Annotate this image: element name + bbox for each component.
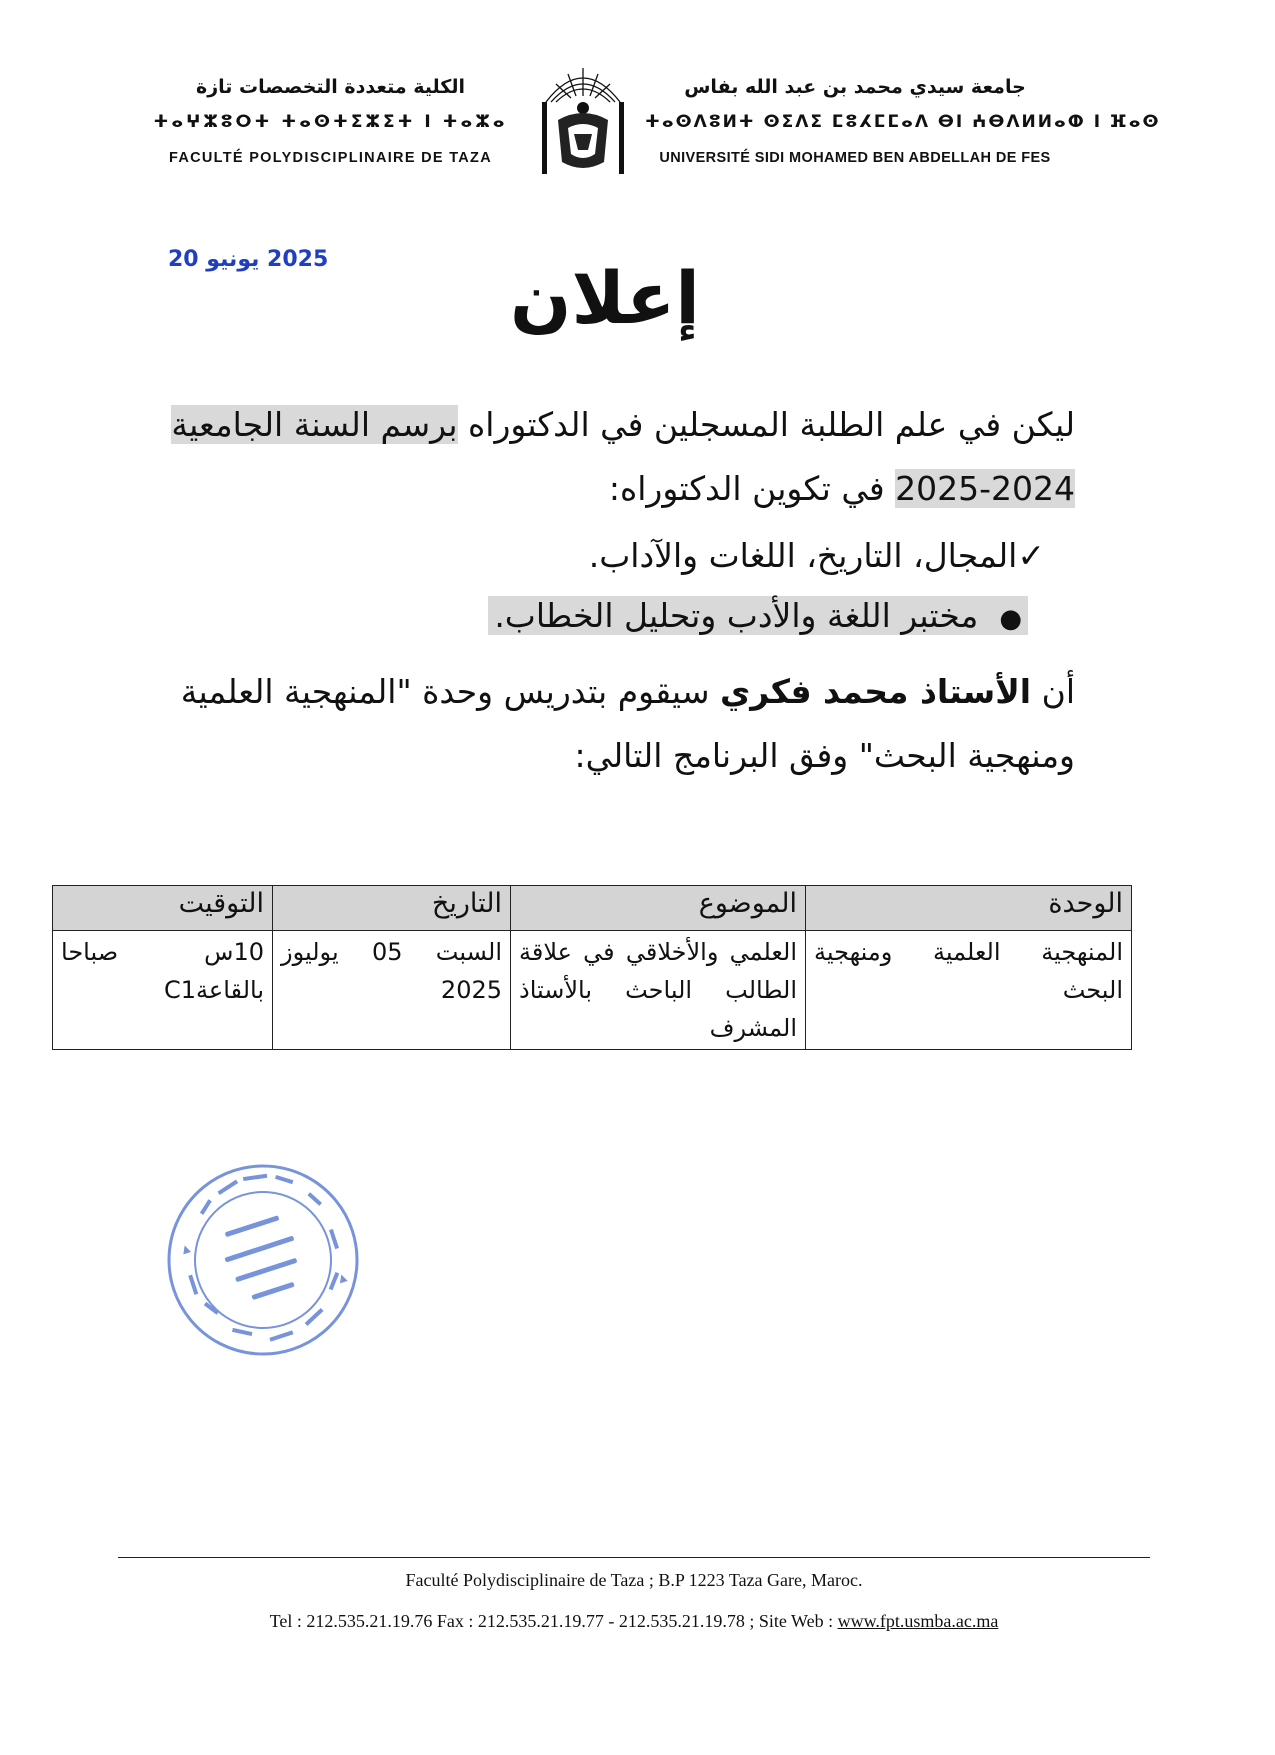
announcement-line-2: ومنهجية البحث" وفق البرنامج التالي: — [574, 736, 1075, 775]
footer-contact — [118, 1611, 1150, 1632]
announcement-paragraph — [100, 660, 1075, 788]
official-stamp — [163, 1160, 363, 1360]
program-table — [52, 885, 1132, 1050]
announcement-text: سيقوم بتدريس وحدة "المنهجية العلمية — [180, 672, 720, 711]
announcement-prefix: أن — [1031, 672, 1075, 711]
cell-time: 10س صباحا بالقاعةC1 — [53, 931, 273, 1050]
announcement-line-1 — [100, 660, 1075, 724]
table-row — [53, 931, 1132, 1050]
faculty-name-arabic: الكلية متعددة التخصصات تازة — [196, 76, 465, 98]
lab-item-highlight — [488, 596, 1028, 635]
academic-year-label: برسم السنة الجامعية — [171, 405, 458, 444]
footer-address: Faculté Polydisciplinaire de Taza ; B.P 1223 Taza Gare, Maroc. — [405, 1570, 863, 1590]
intro-paragraph — [100, 393, 1075, 521]
footer-contact-text: Tel : 212.535.21.19.76 Fax : 212.535.21.19.77 - 212.535.21.19.78 ; Site Web : — [269, 1611, 838, 1631]
university-name-french: UNIVERSITÉ SIDI MOHAMED BEN ABDELLAH DE FES — [659, 150, 1051, 166]
faculty-name-tifinagh: ⵜⴰⵖⵣⵓⵔⵜ ⵜⴰⵙⵜⵉⵣⵉⵜ ⵏ ⵜⴰⵣⴰ — [153, 112, 508, 132]
header-unit: الوحدة — [806, 886, 1132, 931]
header-subject: الموضوع — [511, 886, 806, 931]
intro-line-1 — [100, 393, 1075, 457]
page-title: إعلان — [510, 256, 700, 340]
date-stamp: 2025 يونيو 20 — [168, 247, 329, 272]
intro-text: ليكن في علم الطلبة المسجلين في الدكتوراه — [457, 405, 1075, 444]
academic-year-value: 2025-2024 — [895, 469, 1075, 508]
table-header-row — [53, 886, 1132, 931]
footer-divider — [118, 1557, 1150, 1558]
intro-line-2 — [100, 457, 1075, 521]
check-icon: ✓ — [1017, 536, 1045, 575]
university-emblem-logo — [538, 62, 628, 180]
lab-item — [100, 584, 1028, 651]
cell-subject: العلمي والأخلاقي في علاقة الطالب الباحث بالأستاذ المشرف — [511, 931, 806, 1050]
faculty-name-french: FACULTÉ POLYDISCIPLINAIRE DE TAZA — [169, 150, 492, 166]
bullet-icon: ● — [999, 604, 1022, 634]
field-item-text: المجال، التاريخ، اللغات والآداب. — [588, 536, 1018, 575]
header-date: التاريخ — [273, 886, 511, 931]
university-name-arabic: جامعة سيدي محمد بن عبد الله بفاس — [684, 76, 1026, 98]
website-link[interactable]: www.fpt.usmba.ac.ma — [837, 1611, 999, 1631]
professor-name: الأستاذ محمد فكري — [720, 672, 1032, 711]
header-time: التوقيت — [53, 886, 273, 931]
cell-date: السبت 05 يوليوز 2025 — [273, 931, 511, 1050]
university-name-tifinagh: ⵜⴰⵙⴷⵓⵍⵜ ⵙⵉⴷⵉ ⵎⵓⵃⵎⵎⴰⴷ ⴱⵏ ⵄⴱⴷⵍⵍⴰⵀ ⵏ ⴼⴰⵙ — [645, 112, 1161, 132]
field-item — [100, 524, 1045, 588]
doctoral-training-text: في تكوين الدكتوراه: — [608, 469, 896, 508]
cell-unit: المنهجية العلمية ومنهجية البحث — [806, 931, 1132, 1050]
lab-item-text: مختبر اللغة والأدب وتحليل الخطاب. — [494, 596, 979, 635]
